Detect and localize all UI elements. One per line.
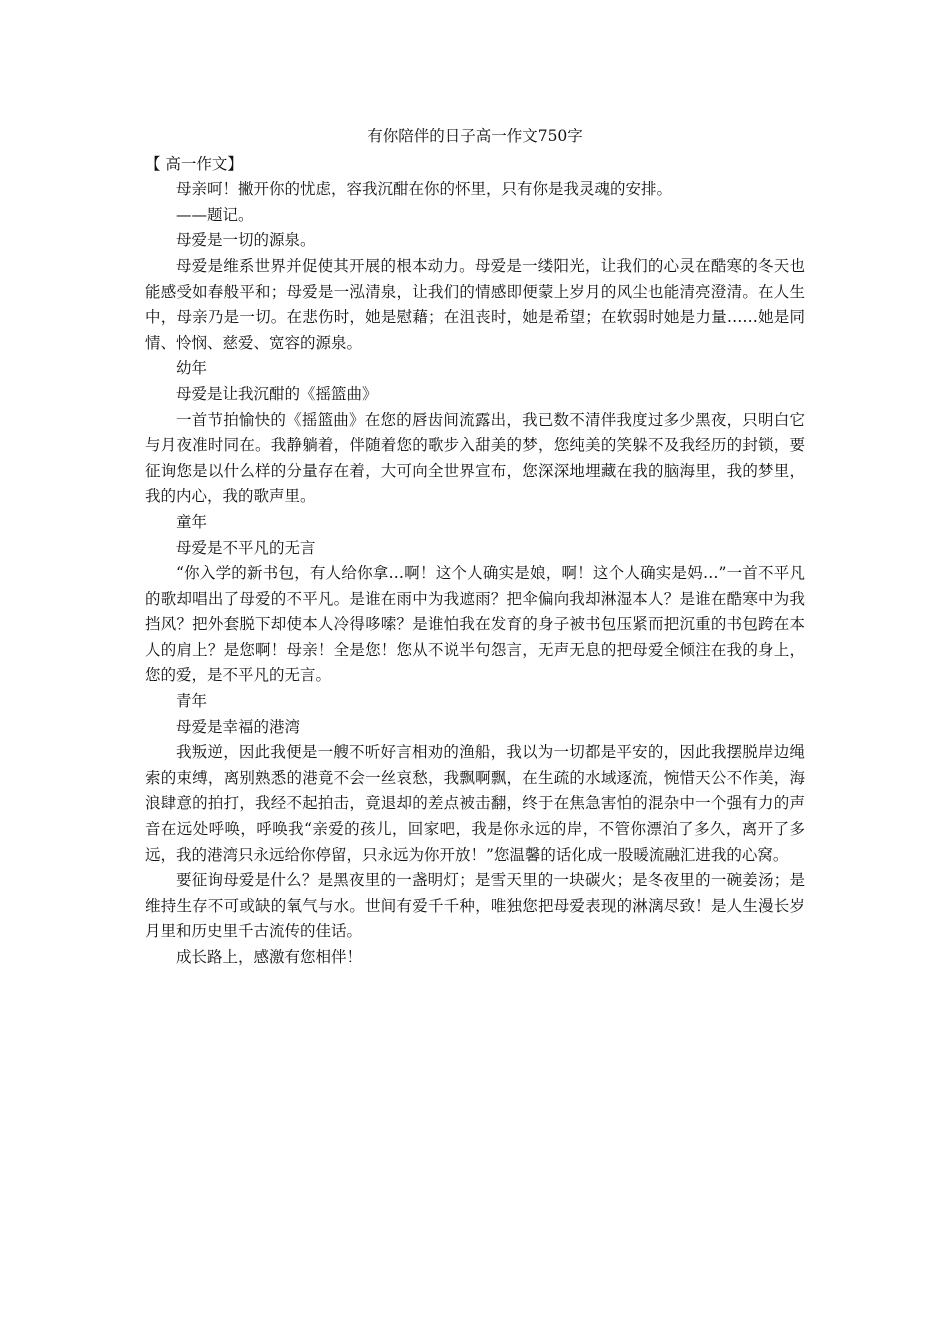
subheading-lullaby: 母爱是让我沉酣的《摇篮曲》 — [176, 384, 378, 403]
paragraph-heading-source: 母爱是一切的源泉。 — [176, 231, 316, 250]
paragraph-closing: 成长路上，感激有您相伴！ — [176, 948, 363, 966]
paragraph-silence: “你入学的新书包，有人给你拿…啊！这个人确实是娘，啊！这个人确实是妈…”一首不平凡的歌却唱出了母爱的不平凡。是谁在雨中为我遮雨？把伞偏向我却淋湿本人？是谁在酷寒中为我挡风？把外套脱下却使本人冷得哆嗦？是谁怕我在发育的身子被书包压紧而把沉重的书包跨在本人的肩上？是您啊！母亲！全是您！您从不说半句怨言，无声无息的把母爱全倾注在我的身上，您的爱，是不平凡的无言。 — [145, 564, 805, 685]
category-label: 【 高一作文】 — [145, 154, 243, 173]
paragraph-epigraph-note: ——题记。 — [176, 205, 254, 224]
section-heading-infancy: 幼年 — [176, 359, 208, 378]
document-title: 有你陪伴的日子高一作文750字 — [367, 127, 583, 145]
paragraph-intro: 母爱是维系世界并促使其开展的根本动力。母爱是一缕阳光，让我们的心灵在酷寒的冬天也能感受如春般平和；母爱是一泓清泉，让我们的情感即便蒙上岁月的风尘也能清亮澄清。在人生中，母亲乃是一切。在悲伤时，她是慰藉；在沮丧时，她是希望；在软弱时她是力量……她是同情、怜悯、慈爱、宽容的源泉。 — [145, 256, 805, 352]
paragraph-summary: 要征询母爱是什么？是黑夜里的一盏明灯；是雪天里的一块碳火；是冬夜里的一碗姜汤；是维持生存不可或缺的氧气与水。世间有爱千千种，唯独您把母爱表现的淋漓尽致！是人生漫长岁月里和历史里千古流传的佳话。 — [145, 871, 805, 941]
paragraph-harbor: 我叛逆，因此我便是一艘不听好言相劝的渔船，我以为一切都是平安的，因此我摆脱岸边绳索的束缚，离别熟悉的港竟不会一丝哀愁，我飘啊飘，在生疏的水域逐流，惋惜天公不作美，海浪肆意的拍打，我经不起拍击，竟退却的差点被击翻，终于在焦急害怕的混杂中一个强有力的声音在远处呼唤，呼唤我“亲爱的孩儿，回家吧，我是你永远的岸，不管你漂泊了多久，离开了多远，我的港湾只永远给你停留，只永远为你开放！”您温馨的话化成一股暖流融汇进我的心窝。 — [145, 743, 805, 864]
section-heading-youth: 青年 — [176, 692, 208, 711]
subheading-harbor: 母爱是幸福的港湾 — [176, 717, 301, 736]
section-heading-childhood: 童年 — [176, 512, 208, 531]
paragraph-epigraph: 母亲呵！撇开你的忧虑，容我沉酣在你的怀里，只有你是我灵魂的安排。 — [176, 180, 673, 199]
subheading-silence: 母爱是不平凡的无言 — [176, 538, 316, 557]
document-page — [145, 124, 805, 971]
paragraph-lullaby: 一首节拍愉快的《摇篮曲》在您的唇齿间流露出，我已数不清伴我度过多少黑夜，只明白它与月夜准时同在。我静躺着，伴随着您的歌步入甜美的梦，您纯美的笑躲不及我经历的封锁，要征询您是以什么样的分量存在着，大可向全世界宣布，您深深地埋藏在我的脑海里，我的梦里，我的内心，我的歌声里。 — [145, 410, 805, 506]
